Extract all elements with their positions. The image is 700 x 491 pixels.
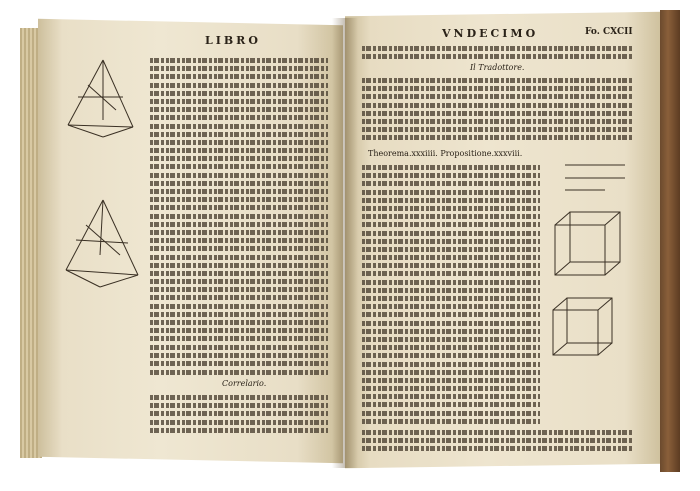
right-text-block-1 — [362, 46, 634, 62]
pyramid-diagram-top — [68, 60, 133, 137]
folio-number: Fo. CXCII — [585, 27, 633, 37]
pyramid-diagram-bottom — [66, 200, 138, 287]
theorem-heading: Theorema.xxxiiii. Propositione.xxxviii. — [368, 149, 523, 158]
book-cover-edge — [660, 10, 680, 472]
cube-diagram-top — [555, 212, 620, 275]
gutter-shadow — [332, 18, 358, 468]
left-running-head: LIBRO — [205, 34, 261, 47]
right-text-block-2 — [362, 78, 634, 144]
left-page-diagrams — [58, 55, 148, 305]
right-subheading: Il Tradottore. — [470, 63, 525, 72]
left-text-block-2 — [150, 345, 328, 378]
cube-diagram-bottom — [553, 298, 612, 355]
right-running-head: VNDECIMO — [442, 27, 539, 40]
right-page-diagrams — [545, 160, 655, 370]
left-text-block-3 — [150, 395, 328, 436]
right-text-block-4 — [362, 430, 634, 455]
left-text-block-1 — [150, 58, 328, 345]
left-section-heading: Correlario. — [222, 379, 267, 388]
right-text-block-3 — [362, 165, 540, 427]
